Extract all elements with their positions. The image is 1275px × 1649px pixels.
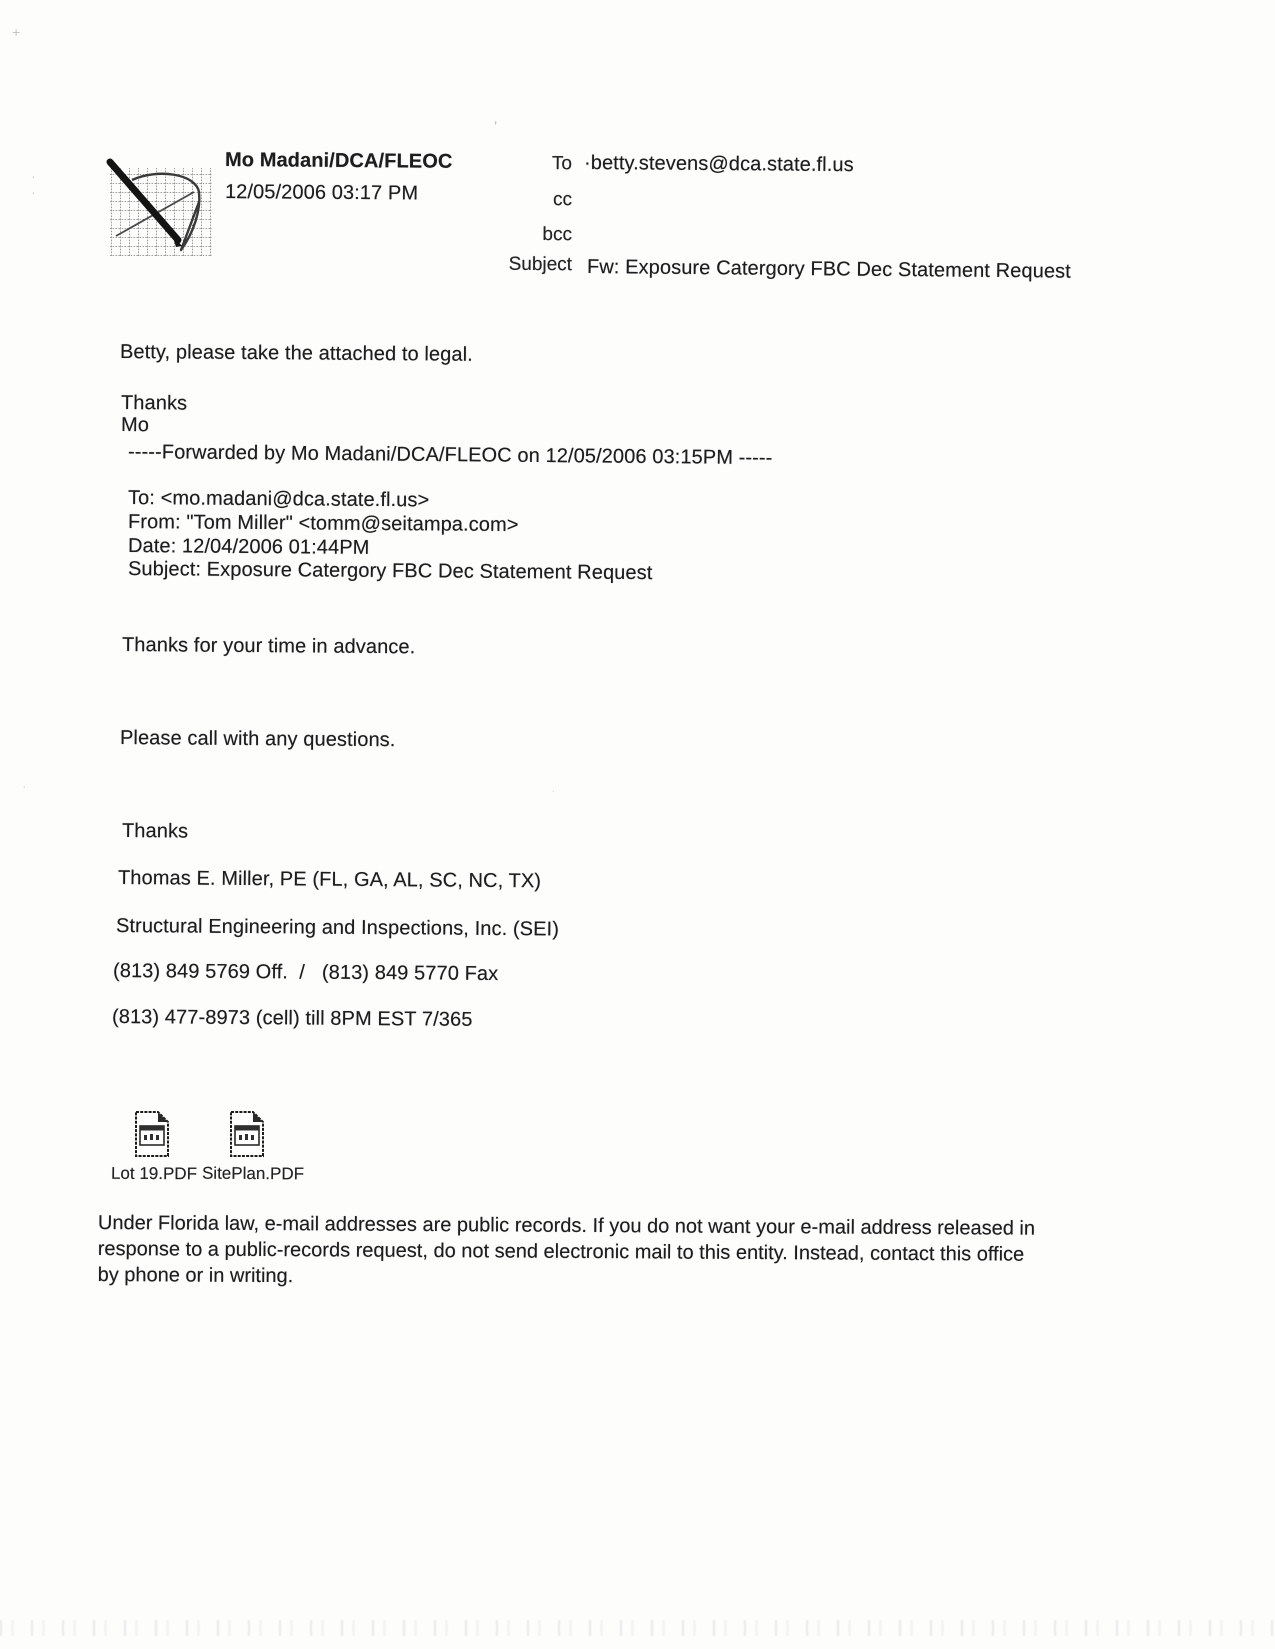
attachment-name[interactable]: SitePlan.PDF [201, 1163, 305, 1184]
forward-separator: -----Forwarded by Mo Madani/DCA/FLEOC on 12/05/2006 03:15PM ----- [127, 441, 773, 470]
para-thanks-advance: Thanks for your time in advance. [121, 634, 416, 659]
para-call: Please call with any questions. [119, 727, 396, 752]
disclaimer-line: Under Florida law, e-mail addresses are public records. If you do not want your e-mail address released in [97, 1212, 1036, 1240]
grid-paper-pencil-logo-icon [102, 156, 216, 258]
public-records-disclaimer [98, 1210, 1036, 1294]
scan-speck: · · [31, 168, 36, 200]
pdf-file-icon[interactable] [227, 1110, 267, 1159]
sender-name: Mo Madani/DCA/FLEOC [224, 149, 453, 173]
scan-speck: · [551, 782, 556, 798]
sig-thanks: Thanks [121, 820, 189, 843]
to-value: ·betty.stevens@dca.state.fl.us [583, 152, 854, 177]
fwd-date: Date: 12/04/2006 01:44PM [127, 535, 370, 559]
sig-phone-office: (813) 849 5769 Off. / (813) 849 5770 Fax [112, 960, 499, 986]
subject-label: Subject [508, 253, 573, 276]
body-thanks: Thanks [120, 392, 188, 415]
sig-name: Thomas E. Miller, PE (FL, GA, AL, SC, NC, TX) [117, 867, 542, 893]
body-greeting: Betty, please take the attached to legal. [119, 341, 473, 366]
to-label: To [551, 153, 573, 175]
disclaimer-line: by phone or in writing. [97, 1263, 294, 1288]
sig-company: Structural Engineering and Inspections, Inc. (SEI) [115, 915, 560, 941]
pdf-file-icon[interactable] [132, 1110, 172, 1159]
subject-value: Fw: Exposure Catergory FBC Dec Statement Request [586, 256, 1071, 283]
disclaimer-line: response to a public-records request, do not send electronic mail to this entity. Instead, contact this office [97, 1237, 1025, 1266]
fwd-subject: Subject: Exposure Catergory FBC Dec Statement Request [127, 558, 653, 585]
scan-speck: ’ [494, 118, 498, 134]
fwd-from: From: "Tom Miller" <tomm@seitampa.com> [127, 511, 519, 537]
sig-phone-cell: (813) 477-8973 (cell) till 8PM EST 7/365 [111, 1006, 473, 1031]
scan-noise-band [0, 1620, 1275, 1636]
body-signoff: Mo [120, 414, 150, 437]
attachment-name[interactable]: Lot 19.PDF [110, 1163, 198, 1184]
scan-speck: · [22, 778, 27, 794]
bcc-label: bcc [542, 224, 573, 246]
fwd-to: To: <mo.madani@dca.state.fl.us> [127, 487, 430, 512]
scan-speck: + [12, 24, 21, 40]
cc-label: cc [552, 189, 573, 211]
sent-datetime: 12/05/2006 03:17 PM [224, 181, 419, 205]
